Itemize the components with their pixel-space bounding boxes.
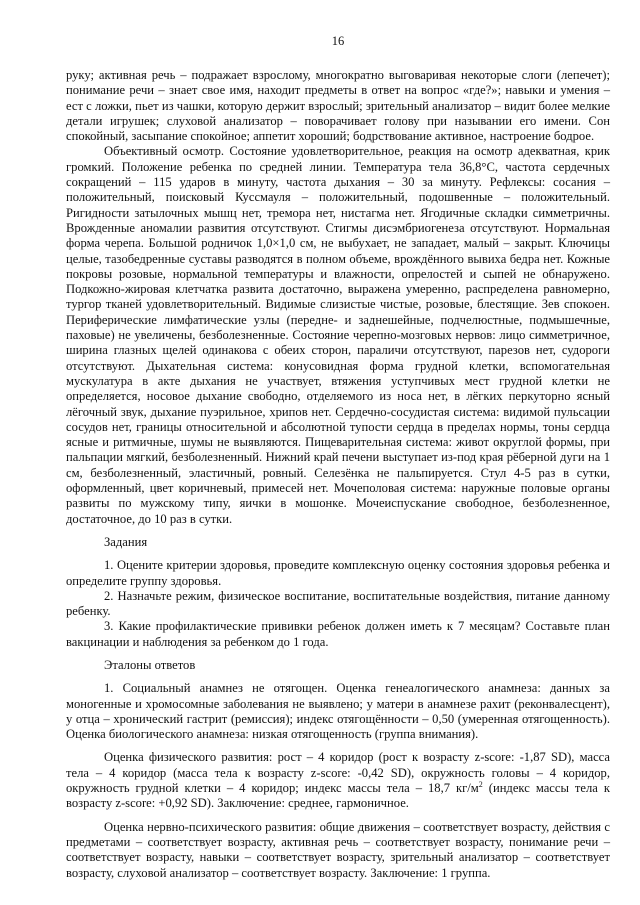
task-item-2: 2. Назначьте режим, физическое воспитание, воспитательные воздействия, питание данному ребенку. (66, 588, 610, 619)
physical-development-text: Оценка физического развития: рост – 4 коридор (рост к возрасту z-score: -1,87 SD), масса тела – 4 коридор (масса тела к возрасту z-score: -0,42 SD), окружность головы – 4 коридор, окружность грудной клетки – 4 коридор; индекс массы тела – 18,7 кг/м (66, 750, 610, 796)
task-item-1: 1. Оцените критерии здоровья, проведите комплексную оценку состояния здоровья ребенка и определите группу здоровья. (66, 558, 610, 588)
task-item-3: 3. Какие профилактические прививки ребенок должен иметь к 7 месяцам? Составьте план вакцинации и наблюдения за ребенком до 1 года. (66, 619, 610, 649)
neuropsych-development-paragraph: Оценка нервно-психического развития: общие движения – соответствует возрасту, действия с предметами – соответствует возрасту, активная речь – соответствует возрасту, понимание речи – соответствует возрасту, навыки – соответствует возрасту, зрительный анализатор – соответствует возрасту, слуховой анализатор – соответствует возрасту. Заключение: 1 группа. (66, 819, 610, 880)
tasks-heading: Задания (104, 534, 148, 549)
answer-item-1: 1. Социальный анамнез не отягощен. Оценка генеалогического анамнеза: данных за моногенные и хромосомные заболевания не выявлено; у матери в анамнезе рахит (реконвалесцент), у отца – хронический гастрит (ремиссия); индекс отягощённости – 0,50 (умеренная отягощенность). Оценка биологического анамнеза: низкая отягощенность (группа внимания). (66, 681, 610, 742)
anamnesis-continuation: руку; активная речь – подражает взрослому, многократно выговаривая некоторые слоги (лепечет); понимание речи – знает свое имя, находит предметы в ответ на вопрос «где?»; навыки и умения – ест с ложки, пьет из чашки, которую держит взрослый; зрительный анализатор – видит более мелкие детали игрушек; слуховой анализатор – поворачивает голову при назывании его имени. Сон спокойный, засыпание спокойное; аппетит хороший; бодрствование активное, настроение бодрое. (66, 68, 610, 144)
physical-development-paragraph (66, 750, 610, 811)
page-number: 16 (331, 34, 345, 48)
answers-heading: Эталоны ответов (104, 657, 196, 672)
bmi-unit-superscript: 2 (478, 779, 483, 789)
physical-development-conclusion: (индекс массы тела к возрасту z-score: +0,92 SD). Заключение: среднее, гармоничное. (66, 781, 610, 811)
objective-exam-paragraph: Объективный осмотр. Состояние удовлетворительное, реакция на осмотр адекватная, крик громкий. Положение ребенка по средней линии. Температура тела 36,8°С, частота сердечных сокращений – 115 ударов в минуту, частота дыхания – 30 за минуту. Рефлексы: сосания – положительный, поисковый Куссмауля – положительный, подошвенные – положительный. Ригидности затылочных мышц нет, тремора нет, нистагма нет. Ягодичные складки симметричны. Врожденные аномалии развития отсутствуют. Стигмы дисэмбриогенеза отсутствуют. Нормальная форма черепа. Большой родничок 1,0×1,0 см, не выбухает, не западает, малый – закрыт. Ключицы целые, тазобедренные суставы разводятся в полном объеме, врождённого вывиха бедра нет. Кожные покровы розовые, нормальной температуры и влажности, опрелостей и сыпей не обнаружено. Подкожно-жировая клетчатка развита достаточно, выражена умеренно, распределена равномерно, тургор тканей удовлетворительный. Видимые слизистые чистые, розовые, блестящие. Зев спокоен. Периферические лимфатические узлы (передне- и заднешейные, подчелюстные, подмышечные, паховые) не увеличены, безболезненные. Состояние черепно-мозговых нервов: лицо симметричное, ширина глазных щелей одинакова с обеих сторон, параличи отсутствуют, парезов нет, судороги отсутствуют. Дыхательная система: конусовидная форма грудной клетки, вспомогательная мускулатура в акте дыхания не участвует, втяжения уступчивых мест грудной клетки не определяется, носовое дыхание свободно, отделяемого из носа нет, в лёгких перкуторно ясный лёгочный звук, дыхание пуэрильное, хрипов нет. Сердечно-сосудистая система: видимой пульсации сосудов нет, границы относительной и абсолютной тупости сердца в пределах нормы, тоны сердца ясные и ритмичные, шумы не выявляются. Пищеварительная система: живот округлой формы, при пальпации мягкий, безболезненный. Нижний край печени выступает из-под края рёберной дуги на 1 см, безболезненный, эластичный, ровный. Селезёнка не пальпируется. Стул 4-5 раз в сутки, оформленный, цвет коричневый, примесей нет. Мочеполовая система: наружные половые органы развиты по мужскому типу, яички в мошонке. Мочеиспускание свободное, безболезненное, достаточное, до 10 раз в сутки. (66, 144, 610, 526)
